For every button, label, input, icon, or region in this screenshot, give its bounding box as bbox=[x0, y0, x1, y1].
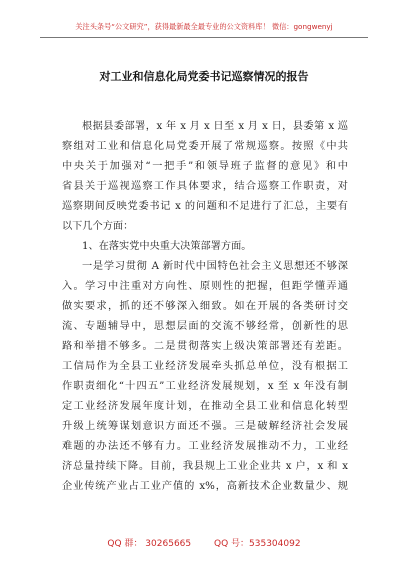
text-line: 工信局作为全县工业经济发展牵头抓总单位，没有根据工 bbox=[62, 361, 348, 372]
text-line: 做实要求，抓的还不够深入细致。如在开展的各类研讨交 bbox=[62, 301, 348, 312]
text-line: 中央关于加强对“一把手”和领导班子监督的意见》和中 bbox=[62, 161, 348, 172]
text-line: 作职责细化“十四五”工业经济发展规划，x 至 x 年没有制 bbox=[62, 381, 348, 392]
text-line: 定工业经济发展年度计划，在推动全县工业和信息化转型 bbox=[62, 401, 348, 412]
header-divider bbox=[40, 37, 368, 38]
text-line: 流、专题辅导中，思想层面的交流不够经常，创新性的思 bbox=[62, 321, 348, 332]
section-heading: 1、在落实党中央重大决策部署方面。 bbox=[82, 241, 252, 252]
text-line: 济总量持续下降。目前，我县规上工业企业共 x 户，x 和 x bbox=[62, 461, 348, 472]
text-line: 路和举措不够多。二是贯彻落实上级决策部署还有差距。 bbox=[62, 341, 348, 352]
paragraph-intro bbox=[62, 117, 348, 497]
text-line: 省县关于巡视巡察工作具体要求，结合巡察工作职责，对 bbox=[62, 181, 348, 192]
qq-group-label: QQ 群： 30265665 bbox=[107, 539, 192, 549]
text-line: 以下几个方面： bbox=[62, 221, 134, 232]
text-line: 巡察期间反映党委书记 x 的问题和不足进行了汇总，主要有 bbox=[62, 201, 348, 212]
text-line: 升级上统筹谋划意识方面还不强。三是破解经济社会发展 bbox=[62, 421, 348, 432]
text-line: 企业传统产业占工业产值的 x%，高新技术企业数量少、规 bbox=[62, 481, 348, 492]
qq-number-label: QQ 号：535304092 bbox=[214, 539, 301, 549]
contact-footer bbox=[0, 536, 408, 549]
text-line: 察组对工业和信息化局党委开展了常规巡察。按照《中共 bbox=[62, 141, 348, 152]
text-line: 一是学习贯彻 A 新时代中国特色社会主义思想还不够深 bbox=[82, 261, 348, 272]
text-line: 入。学习中注重对方向性、原则性的把握，但距学懂弄通 bbox=[62, 281, 348, 292]
promo-header: 关注头条号“公文研究”，获得最新最全最专业的公文资料库！ 微信：gongwenyj bbox=[75, 22, 333, 31]
text-line: 根据县委部署，x 年 x 月 x 日至 x 月 x 日，县委第 x 巡 bbox=[82, 121, 348, 132]
text-line: 难题的办法还不够有力。工业经济发展推动不力，工业经 bbox=[62, 441, 348, 452]
document-title: 对工业和信息化局党委书记巡察情况的报告 bbox=[99, 70, 309, 83]
